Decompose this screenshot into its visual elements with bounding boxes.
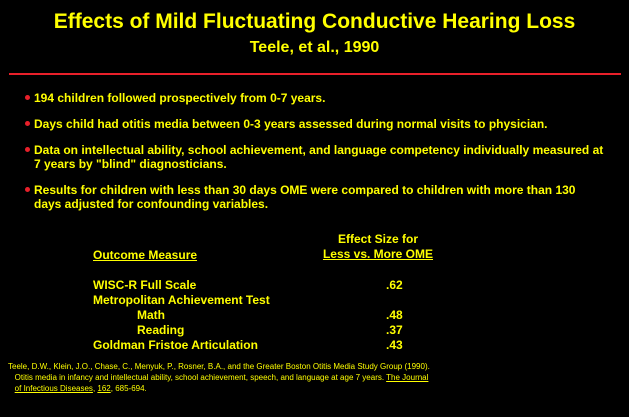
slide-title: Effects of Mild Fluctuating Conductive Hearing Loss (53, 10, 576, 33)
column-header-effect-size-line2: Less vs. More OME (322, 247, 434, 261)
citation-line1: Teele, D.W., Klein, J.O., Chase, C., Menyuk, P., Rosner, B.A., and the Greater Boston Otitis Media Study Group (1990). (8, 362, 430, 371)
column-header-outcome: Outcome Measure (93, 248, 198, 262)
citation-journal-part1: The Journal (386, 373, 429, 382)
outcome-label: Goldman Fristoe Articulation (93, 338, 258, 352)
outcome-label: Reading (137, 323, 185, 337)
citation-line2 (8, 372, 608, 383)
outcome-label: Metropolitan Achievement Test (93, 293, 270, 307)
table-row (93, 308, 443, 323)
bullet-text: Data on intellectual ability, school achievement, and language competency individually measured at 7 years by "blind" diagnosticians. (34, 143, 604, 171)
bullet-text: 194 children followed prospectively from 0-7 years. (34, 91, 326, 105)
table-row (93, 323, 443, 338)
effect-size-value: .43 (386, 338, 403, 352)
effect-size-value: .48 (386, 308, 403, 322)
citation-pages: , 685-694. (110, 384, 147, 393)
table-row (93, 293, 443, 308)
citation-volume: 162 (97, 384, 111, 393)
bullet-dot-icon (25, 187, 30, 192)
effect-size-value: .62 (386, 278, 403, 292)
bullet-text: Days child had otitis media between 0-3 years assessed during normal visits to physician. (34, 117, 548, 131)
citation-article-title: Otitis media in infancy and intellectual ability, school achievement, speech, and language at age 7 years. (14, 373, 385, 382)
bullet-item (25, 91, 605, 105)
bullet-item (25, 143, 605, 171)
bullet-item (25, 183, 605, 211)
slide-subtitle: Teele, et al., 1990 (249, 39, 380, 56)
effect-size-value: .37 (386, 323, 403, 337)
table-row (93, 278, 443, 293)
bullet-text: Results for children with less than 30 days OME were compared to children with more than 130 days adjusted for confounding variables. (34, 183, 576, 211)
outcome-label: Math (137, 308, 165, 322)
bullet-dot-icon (25, 147, 30, 152)
column-header-effect-size-line1: Effect Size for (337, 232, 418, 246)
citation-journal-part2: of Infectious Diseases (14, 384, 93, 393)
table-row (93, 338, 443, 353)
bullet-list (25, 91, 605, 223)
title-divider (9, 73, 621, 75)
bullet-dot-icon (25, 95, 30, 100)
citation-line3: of Infectious Diseases, 162, 685-694. (14, 384, 147, 393)
column-header-effect-size (313, 232, 443, 262)
citation (8, 361, 608, 394)
bullet-item (25, 117, 605, 131)
bullet-dot-icon (25, 121, 30, 126)
outcome-label: WISC-R Full Scale (93, 278, 197, 292)
